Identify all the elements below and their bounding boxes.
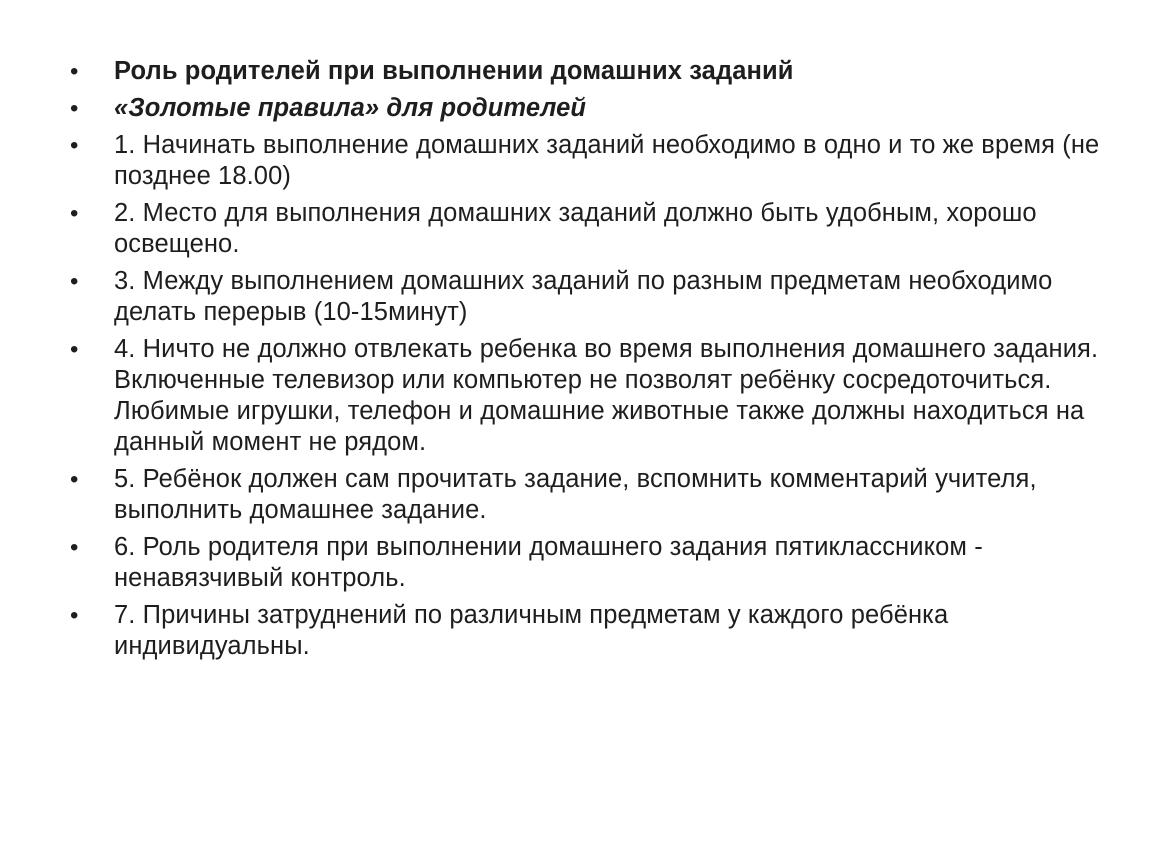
bullet-icon: • (70, 268, 79, 295)
list-item-text: 7. Причины затруднений по различным предметам у каждого ребёнка индивидуальны. (114, 601, 949, 660)
bullet-icon: • (70, 58, 79, 85)
list-item-text: 6. Роль родителя при выполнении домашнего задания пятиклассником - ненавязчивый контроль. (114, 533, 983, 592)
list-item-text: 2. Место для выполнения домашних заданий должно быть удобным, хорошо освещено. (114, 199, 1037, 258)
bullet-icon: • (70, 602, 79, 629)
list-item-text: 4. Ничто не должно отвлекать ребенка во время выполнения домашнего задания. Включенные телевизор или компьютер не позволят ребёнку сосредоточиться. Любимые игрушки, телефон и домашние животные также должны находиться на данный момент не рядом. (114, 335, 1099, 456)
bullet-icon: • (70, 95, 79, 122)
bullet-list (70, 56, 1110, 668)
list-item-rule-4 (70, 334, 1110, 458)
list-item-text: 5. Ребёнок должен сам прочитать задание, вспомнить комментарий учителя, выполнить домашнее задание. (114, 465, 1037, 524)
bullet-icon: • (70, 466, 79, 493)
list-item-rule-5 (70, 464, 1110, 526)
list-item-rule-6 (70, 532, 1110, 594)
bullet-icon: • (70, 534, 79, 561)
list-item-text: Роль родителей при выполнении домашних заданий (114, 57, 794, 85)
list-item-rule-1 (70, 130, 1110, 192)
list-item-rule-7 (70, 600, 1110, 662)
list-item-text: 1. Начинать выполнение домашних заданий необходимо в одно и то же время (не позднее 18.00) (114, 131, 1100, 190)
list-item-text: 3. Между выполнением домашних заданий по разным предметам необходимо делать перерыв (10-15минут) (114, 267, 1053, 326)
list-item-rule-3 (70, 266, 1110, 328)
bullet-icon: • (70, 200, 79, 227)
bullet-icon: • (70, 132, 79, 159)
bullet-icon: • (70, 336, 79, 363)
list-item-text: «Золотые правила» для родителей (114, 94, 587, 122)
list-item-subheading (70, 93, 1110, 124)
list-item-heading (70, 56, 1110, 87)
list-item-rule-2 (70, 198, 1110, 260)
